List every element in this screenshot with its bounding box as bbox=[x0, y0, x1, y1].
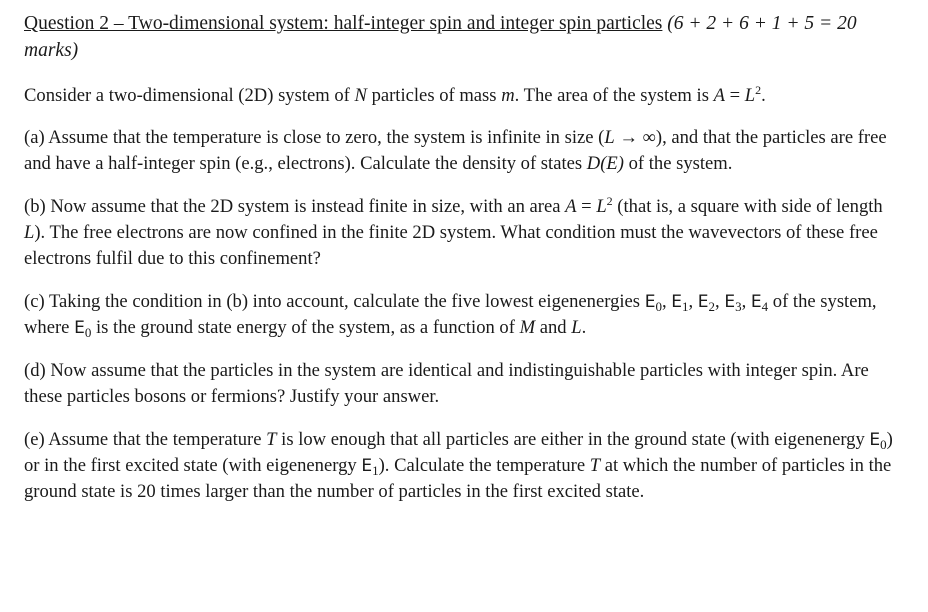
part-d-paragraph: (d) Now assume that the particles in the system are identical and indistinguishable particles with integer spin. Are these particles bosons or fermions? Justify your answer. bbox=[24, 360, 869, 407]
intro-paragraph: Consider a two-dimensional (2D) system of N particles of mass m. The area of the system is $A = L^2$. bbox=[24, 83, 766, 106]
part-e-paragraph: (e) Assume that the temperature T is low enough that all particles are either in the ground state (with eigenenergy $E_0$) or in the first excited state (with eigenenergy $E_1$). Calculate the temperature T at which the number of particles in the ground state is 20 times larger than the number of particles in the first excited state. bbox=[24, 429, 893, 502]
part-b-paragraph: (b) Now assume that the 2D system is instead finite in size, with an area $A = L^2$ (that is, a square with side of length L). The free electrons are now confined in the finite 2D system. What condition must the wavevectors of these free electrons fulfil due to this confinement? bbox=[24, 194, 883, 269]
part-a-paragraph: (a) Assume that the temperature is close to zero, the system is infinite in size (L → ∞), and that the particles are free and have a half-integer spin (e.g., electrons). Calculate the density of states D(E) of the system. bbox=[24, 127, 887, 174]
part-c-paragraph: (c) Taking the condition in (b) into account, calculate the five lowest eigenenergies $E_0$, $E_1$, $E_2$, $E_3$, $E_4$ of the system, where $E_0$ is the ground state energy of the system, as a function of M and L. bbox=[24, 291, 877, 340]
question-title: Question 2 – Two-dimensional system: half-integer spin and integer spin particles bbox=[24, 13, 663, 34]
question-document bbox=[24, 10, 904, 522]
question-marks: (6 + 2 + 6 + 1 + 5 = 20 marks) bbox=[24, 13, 857, 61]
question-heading bbox=[24, 10, 904, 64]
